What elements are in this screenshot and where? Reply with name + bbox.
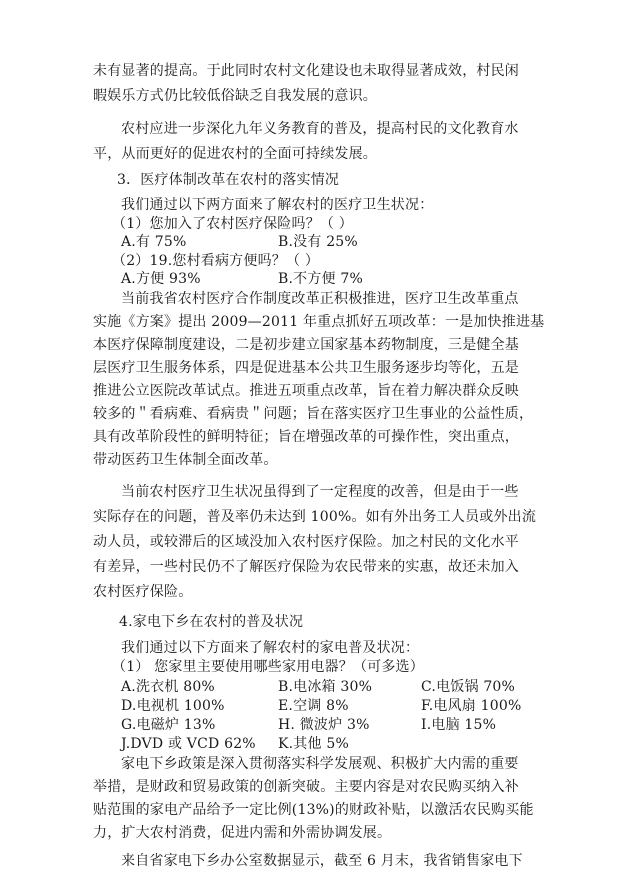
text-line: 农村应进一步深化九年义务教育的普及，提高村民的文化教育水 bbox=[121, 121, 519, 137]
survey-option: A.有 75% bbox=[121, 234, 187, 250]
survey-option: F.电风扇 100% bbox=[421, 698, 522, 714]
text-line: 我们通过以下两方面来了解农村的医疗卫生状况： bbox=[121, 197, 434, 213]
text-line: 农村医疗保险。 bbox=[93, 584, 193, 600]
text-line: 推进公立医院改革试点。推进五项重点改革，旨在着力解决群众反映 bbox=[93, 383, 519, 399]
text-line: 具有改革阶段性的鲜明特征；旨在增强改革的可操作性，突出重点， bbox=[93, 429, 519, 445]
survey-option: E.空调 8% bbox=[278, 698, 349, 714]
text-line: 实际存在的问题，普及率仍未达到 100%。如有外出务工人员或外出流 bbox=[93, 509, 537, 525]
text-line: 我们通过以下方面来了解农村的家电普及状况： bbox=[121, 640, 420, 656]
text-line: 较多的＂看病难、看病贵＂问题；旨在落实医疗卫生事业的公益性质， bbox=[93, 406, 534, 422]
survey-option: B.不方便 7% bbox=[278, 271, 363, 287]
survey-option: B.没有 25% bbox=[278, 234, 358, 250]
survey-option: B.电冰箱 30% bbox=[278, 679, 373, 695]
survey-option: C.电饭锅 70% bbox=[421, 679, 516, 695]
survey-option: I.电脑 15% bbox=[421, 717, 497, 733]
text-line: 当前我省农村医疗合作制度改革正积极推进，医疗卫生改革重点 bbox=[121, 291, 519, 307]
survey-option: A.方便 93% bbox=[121, 271, 201, 287]
survey-question: （2）19.您村看病方便吗？（ ） bbox=[112, 253, 320, 269]
text-line: 举措，是财政和贸易政策的创新突破。主要内容是对农民购买纳入补 bbox=[93, 779, 519, 795]
section-heading: 4.家电下乡在农村的普及状况 bbox=[119, 614, 304, 630]
text-line: 贴范围的家电产品给予一定比例(13%)的财政补贴，以激活农民购买能 bbox=[93, 802, 534, 818]
text-line: 本医疗保障制度建设，二是初步建立国家基本药物制度，三是健全基 bbox=[93, 337, 519, 353]
text-line: 暇娱乐方式仍比较低俗缺乏自我发展的意识。 bbox=[93, 88, 377, 104]
text-line: 带动医药卫生体制全面改革。 bbox=[93, 452, 278, 468]
text-line: 家电下乡政策是深入贯彻落实科学发展观、积极扩大内需的重要 bbox=[121, 756, 519, 772]
text-line: 来自省家电下乡办公室数据显示，截至 6 月末，我省销售家电下 bbox=[121, 853, 523, 869]
survey-question: （1）您加入了农村医疗保险吗？（ ） bbox=[112, 216, 353, 232]
text-line: 层医疗卫生服务体系，四是促进基本公共卫生服务逐步均等化，五是 bbox=[93, 360, 519, 376]
section-heading: 3．医疗体制改革在农村的落实情况 bbox=[117, 172, 340, 188]
text-line: 有差异，一些村民仍不了解医疗保险为农民带来的实惠，故还未加入 bbox=[93, 559, 519, 575]
survey-option: J.DVD 或 VCD 62% bbox=[121, 736, 256, 752]
survey-question: （1） 您家里主要使用哪些家用电器？（可多选） bbox=[112, 659, 424, 675]
text-line: 力，扩大农村消费，促进内需和外需协调发展。 bbox=[93, 825, 392, 841]
text-line: 未有显著的提高。于此同时农村文化建设也未取得显著成效，村民闲 bbox=[93, 63, 519, 79]
text-line: 当前农村医疗卫生状况虽得到了一定程度的改善，但是由于一些 bbox=[121, 484, 519, 500]
survey-option: K.其他 5% bbox=[278, 736, 349, 752]
survey-option: G.电磁炉 13% bbox=[121, 717, 216, 733]
survey-option: D.电视机 100% bbox=[121, 698, 225, 714]
text-line: 平，从而更好的促进农村的全面可持续发展。 bbox=[93, 146, 377, 162]
survey-option: H. 微波炉 3% bbox=[278, 717, 370, 733]
text-line: 动人员，或较滞后的区域没加入农村医疗保险。加之村民的文化水平 bbox=[93, 534, 519, 550]
text-line: 实施《方案》提出 2009—2011 年重点抓好五项改革：一是加快推进基 bbox=[93, 314, 545, 330]
survey-option: A.洗衣机 80% bbox=[121, 679, 215, 695]
